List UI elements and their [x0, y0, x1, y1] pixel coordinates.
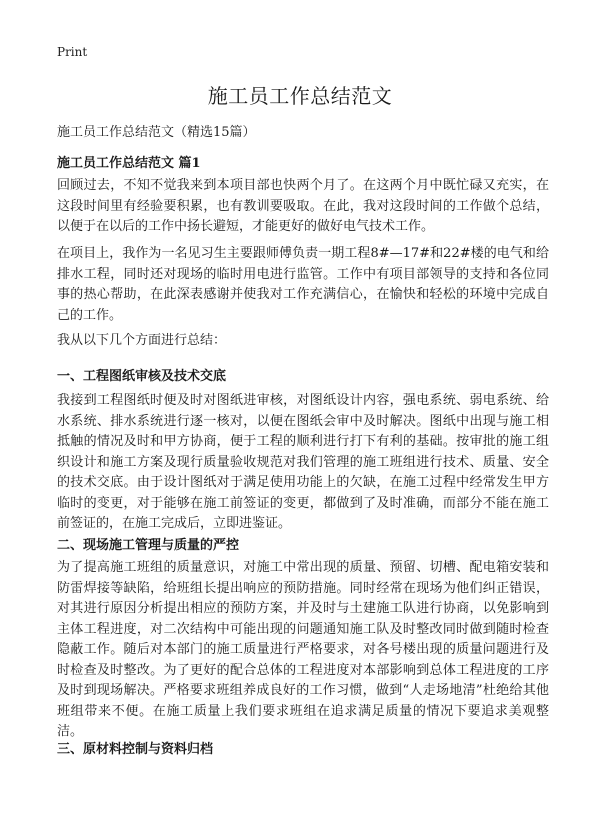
intro-paragraph-2: 在项目上，我作为一名见习生主要跟师傅负责一期工程8#—17#和22#楼的电气和给排水工程，同时还对现场的临时用电进行监管。工作中有项目部领导的支持和各位同事的热心帮助，在此深表感谢并使我对工作充满信心，在愉快和轻松的环境中完成自己的工作。 — [57, 246, 549, 323]
section-heading-2: 二、现场施工管理与质量的严控 — [57, 538, 240, 553]
intro-paragraph-1: 回顾过去，不知不觉我来到本项目部也快两个月了。在这两个月中既忙碌又充实，在这段时间里有经验要积累，也有教训要吸取。在此，我对这段时间的工作做个总结，以便于在以后的工作中扬长避短，才能更好的做好电气技术工作。 — [57, 178, 549, 234]
section-heading-3: 三、原材料控制与资料归档 — [57, 742, 214, 757]
section-heading-1: 一、工程图纸审核及技术交底 — [57, 369, 227, 384]
section-body-2: 为了提高施工班组的质量意识，对施工中常出现的质量、预留、切槽、配电箱安装和防雷焊接等缺陷，给班组长提出响应的预防措施。同时经常在现场为他们纠正错误，对其进行原因分析提出相应的预防方案，并及时与土建施工队进行协商，以免影响到主体工程进度，对二次结构中可能出现的问题通知施工队及时整改同时做到随时检查隐蔽工作。随后对本部门的施工质量进行严格要求，对各号楼出现的质量问题进行及时检查及时整改。为了更好的配合总体的工程进度对本部影响到总体工程进度的工序及时到现场解决。严格要求班组养成良好的工作习惯，做到“人走场地清”杜绝给其他班组带来不便。在施工质量上我们要求班组在追求满足质量的情况下要追求美观整洁。 — [57, 560, 549, 739]
article-heading: 施工员工作总结范文 篇1 — [57, 156, 201, 171]
print-link[interactable]: Print — [57, 45, 88, 59]
document-subtitle: 施工员工作总结范文（精选15篇） — [57, 125, 256, 140]
intro-paragraph-3: 我从以下几个方面进行总结： — [57, 333, 227, 348]
section-body-1: 我接到工程图纸时便及时对图纸进审核，对图纸设计内容，强电系统、弱电系统、给水系统、排水系统进行逐一核对，以便在图纸会审中及时解决。图纸中出现与施工相抵触的情况及时和甲方协商，便于工程的顺利进行打下有利的基础。按审批的施工组织设计和施工方案及现行质量验收规范对我们管理的施工班组进行技术、质量、安全的技术交底。由于设计图纸对于满足使用功能上的欠缺，在施工过程中经常发生甲方临时的变更，对于能够在施工前签证的变更，都做到了及时准确，而部分不能在施工前签证的，在施工完成后，立即进鉴证。 — [57, 393, 549, 531]
document-title: 施工员工作总结范文 — [207, 84, 393, 108]
